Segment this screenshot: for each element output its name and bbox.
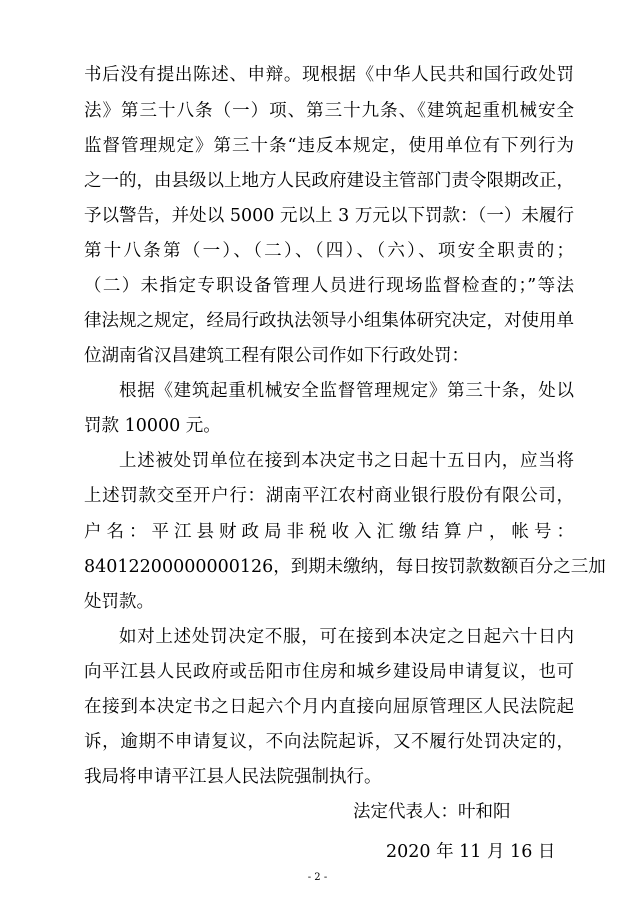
paragraph-1-line-4: 之一的，由县级以上地方人民政府建设主管部门责令限期改正， (84, 171, 574, 191)
paragraph-1-line-9: 位湖南省汉昌建筑工程有限公司作如下行政处罚： (84, 346, 469, 366)
paragraph-3-line-3: 户名：平江县财政局非税收入汇缴结算户，帐号： (84, 522, 574, 542)
paragraph-2-line-1: 根据《建筑起重机械安全监督管理规定》第三十条，处以 (119, 381, 574, 401)
paragraph-4-line-3: 在接到本决定书之日起六个月内直接向屈原管理区人民法院起 (84, 697, 574, 717)
decision-date: 2020 年 11 月 16 日 (386, 842, 556, 862)
paragraph-4-line-4: 诉，逾期不申请复议，不向法院起诉，又不履行处罚决定的， (84, 732, 574, 752)
paragraph-1-line-1: 书后没有提出陈述、申辩。现根据《中华人民共和国行政处罚 (84, 65, 574, 85)
paragraph-1-line-7: （二）未指定专职设备管理人员进行现场监督检查的；”等法 (84, 276, 574, 296)
paragraph-2-line-2: 罚款 10000 元。 (84, 416, 221, 436)
page-number: - 2 - (307, 872, 328, 883)
paragraph-4-line-5: 我局将申请平江县人民法院强制执行。 (84, 767, 382, 787)
legal-representative: 法定代表人：叶和阳 (353, 802, 511, 822)
paragraph-4-line-1: 如对上述处罚决定不服，可在接到本决定之日起六十日内 (119, 627, 574, 647)
paragraph-1-line-3: 监督管理规定》第三十条“违反本规定，使用单位有下列行为 (84, 136, 574, 156)
paragraph-3-line-1: 上述被处罚单位在接到本决定书之日起十五日内，应当将 (119, 451, 574, 471)
paragraph-1-line-5: 予以警告，并处以 5000 元以上 3 万元以下罚款：（一）未履行 (84, 206, 574, 226)
paragraph-1-line-2: 法》第三十八条（一）项、第三十九条、《建筑起重机械安全 (84, 101, 574, 121)
paragraph-3-line-2: 上述罚款交至开户行：湖南平江农村商业银行股份有限公司， (84, 486, 574, 506)
paragraph-1-line-8: 律法规之规定，经局行政执法领导小组集体研究决定，对使用单 (84, 311, 574, 331)
paragraph-3-line-5: 处罚款。 (84, 592, 154, 612)
paragraph-3-line-4: 84012200000000126，到期未缴纳，每日按罚款数额百分之三加 (84, 557, 606, 577)
paragraph-1-line-6: 第十八条第（一）、（二）、（四）、（六）、项安全职责的； (84, 241, 574, 261)
paragraph-4-line-2: 向平江县人民政府或岳阳市住房和城乡建设局申请复议，也可 (84, 662, 574, 682)
